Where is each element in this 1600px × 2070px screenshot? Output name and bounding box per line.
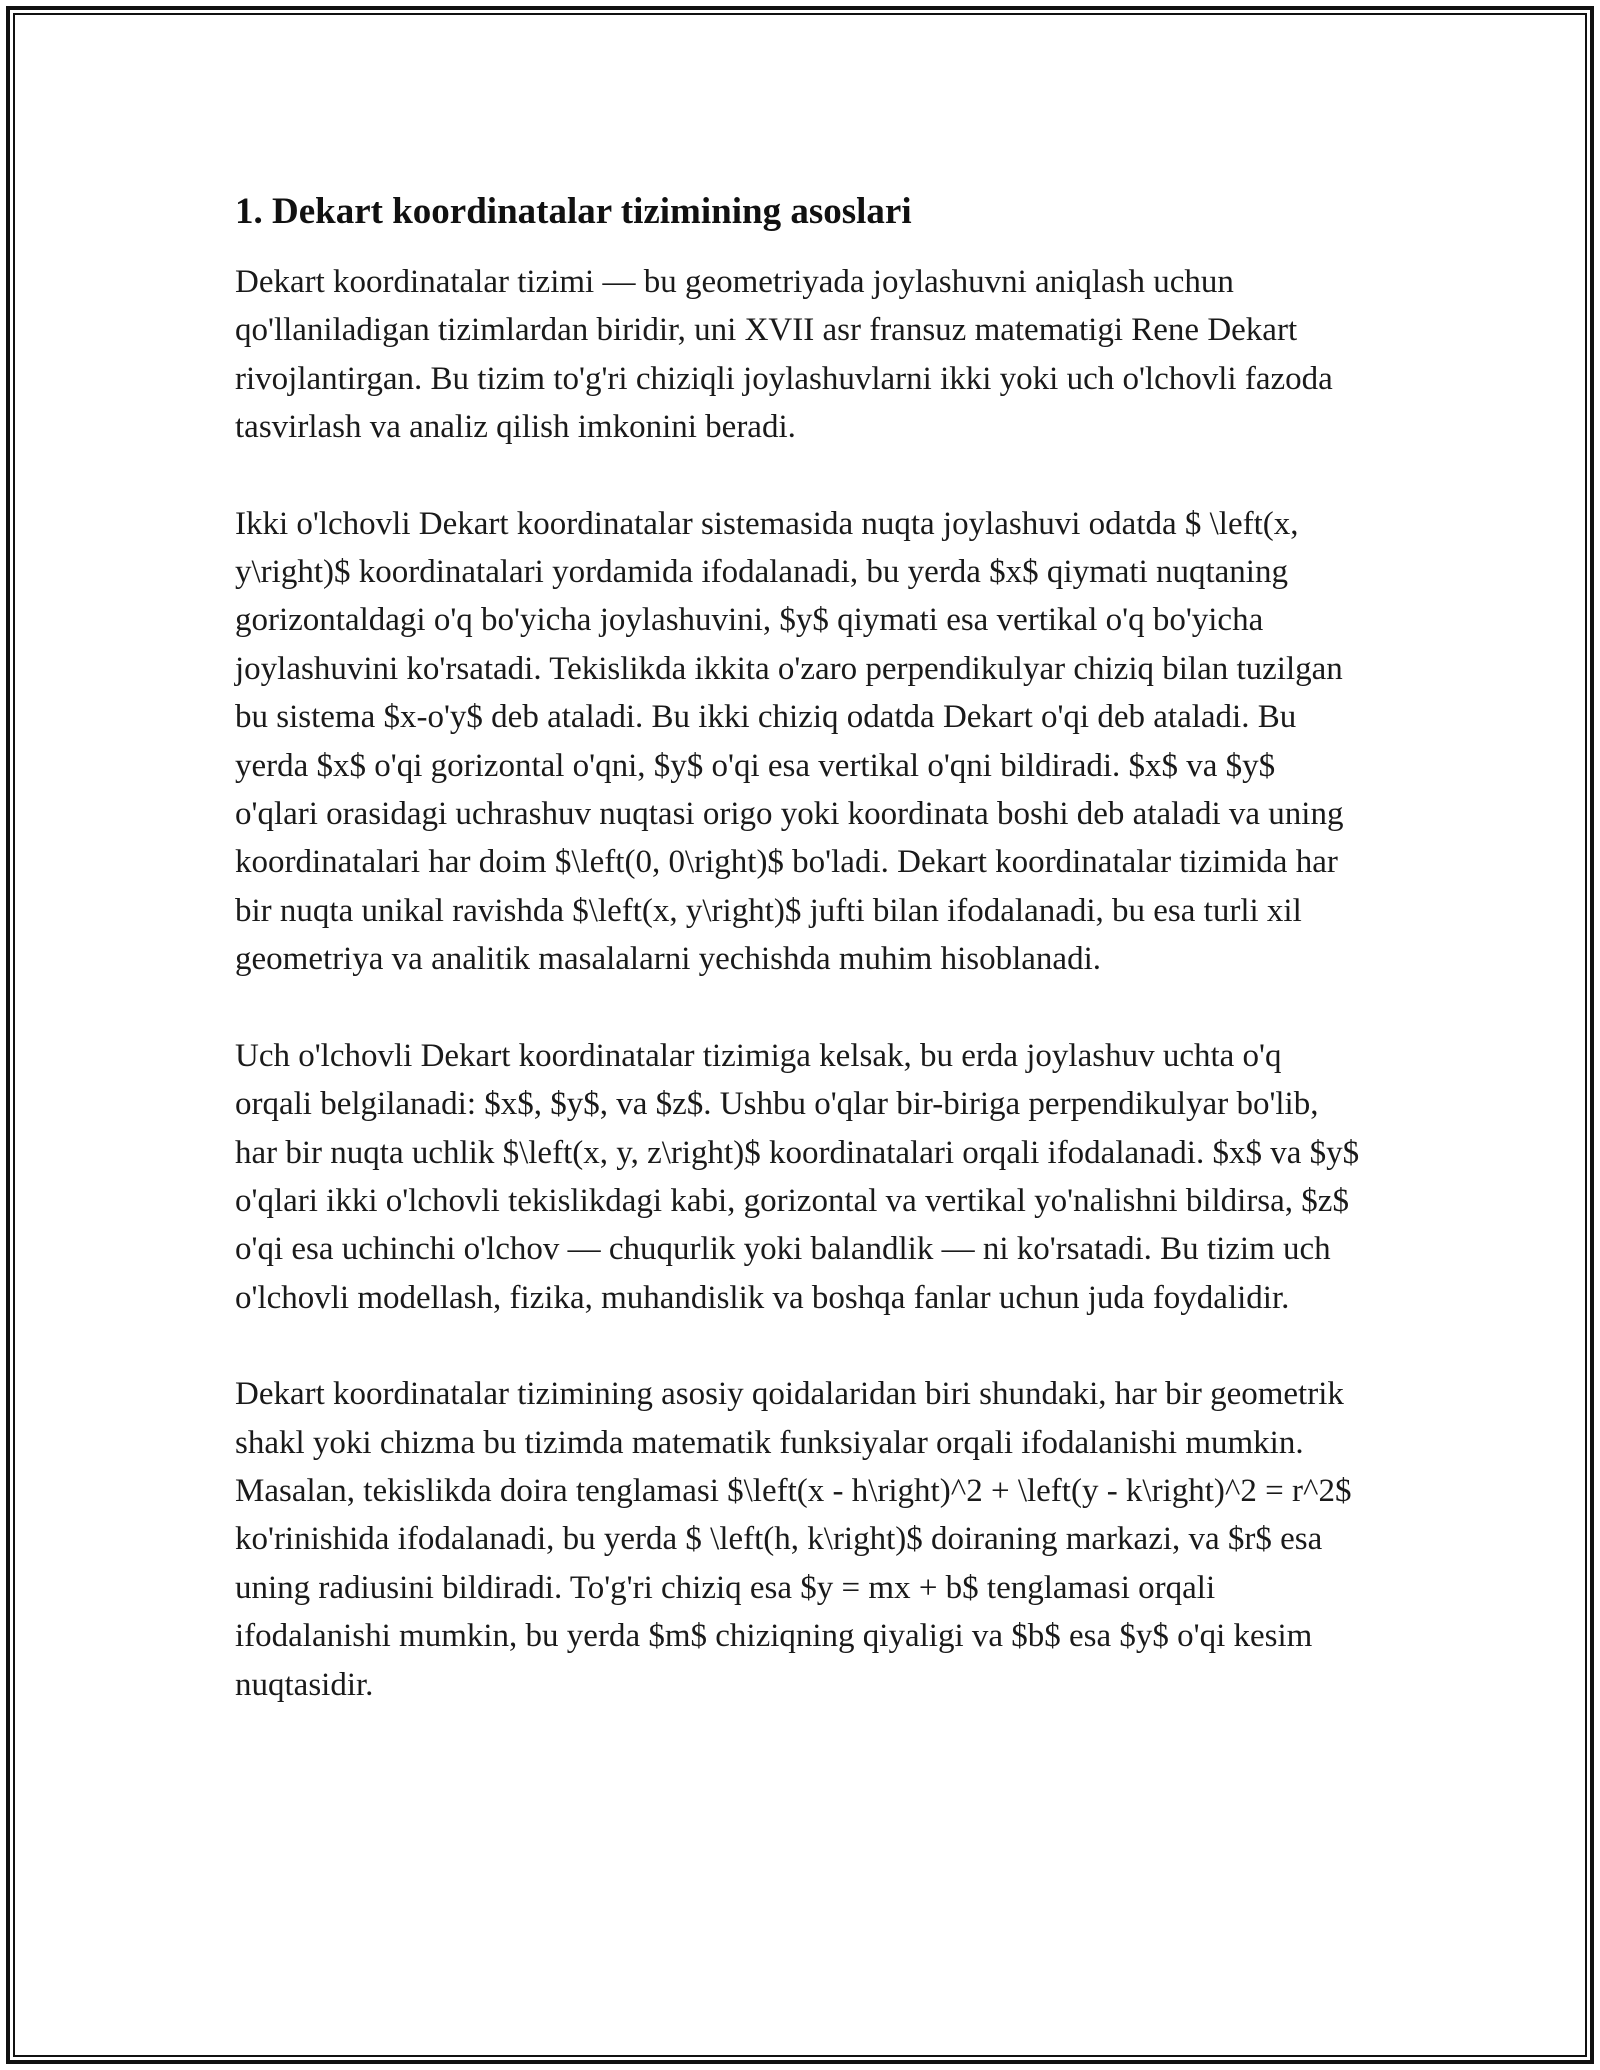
paragraph-equations: Dekart koordinatalar tizimining asosiy qoidalaridan biri shundaki, har bir geometrik shakl yoki chizma bu tizimda matematik funksiyalar orqali ifodalanishi mumkin. Masalan, tekislikda doira tenglamasi $\left(x - h\right)^2 + \left(y - k\right)^2 = r^2$ ko'rinishida ifodalanadi, bu yerda $ \left(h, k\right)$ doiraning markazi, va $r$ esa uning radiusini bildiradi. To'g'ri chiziq esa $y = mx + b$ tenglamasi orqali ifodalanishi mumkin, bu yerda $m$ chiziqning qiyaligi va $b$ esa $y$ o'qi kesim nuqtasidir. xyxy=(235,1376,1352,1703)
paragraph-intro: Dekart koordinatalar tizimi — bu geometriyada joylashuvni aniqlash uchun qo'llaniladigan tizimlardan biridir, uni XVII asr fransuz matematigi Rene Dekart rivojlantirgan. Bu tizim to'g'ri chiziqli joylashuvlarni ikki yoki uch o'lchovli fazoda tasvirlash va analiz qilish imkonini beradi. xyxy=(235,264,1333,446)
document-body xyxy=(235,188,1365,1757)
paragraph-2d-system: Ikki o'lchovli Dekart koordinatalar sistemasida nuqta joylashuvi odatda $ \left(x, y\right)$ koordinatalari yordamida ifodalanadi, bu yerda $x$ qiymati nuqtaning gorizontaldagi o'q bo'yicha joylashuvini, $y$ qiymati esa vertikal o'q bo'yicha joylashuvini ko'rsatadi. Tekislikda ikkita o'zaro perpendikulyar chiziq bilan tuzilgan bu sistema $x-o'y$ deb ataladi. Bu ikki chiziq odatda Dekart o'qi deb ataladi. Bu yerda $x$ o'qi gorizontal o'qni, $y$ o'qi esa vertikal o'qni bildiradi. $x$ va $y$ o'qlari orasidagi uchrashuv nuqtasi origo yoki koordinata boshi deb ataladi va uning koordinatalari har doim $\left(0, 0\right)$ bo'ladi. Dekart koordinatalar tizimida har bir nuqta unikal ravishda $\left(x, y\right)$ jufti bilan ifodalanadi, bu esa turli xil geometriya va analitik masalalarni yechishda muhim hisoblanadi. xyxy=(235,505,1344,978)
paragraph-3d-system: Uch o'lchovli Dekart koordinatalar tizimiga kelsak, bu erda joylashuv uchta o'q orqali belgilanadi: $x$, $y$, va $z$. Ushbu o'qlar bir-biriga perpendikulyar bo'lib, har bir nuqta uchlik $\left(x, y, z\right)$ koordinatalari orqali ifodalanadi. $x$ va $y$ o'qlari ikki o'lchovli tekislikdagi kabi, gorizontal va vertikal yo'nalishni bildirsa, $z$ o'qi esa uchinchi o'lchov — chuqurlik yoki balandlik — ni ko'rsatadi. Bu tizim uch o'lchovli modellash, fizika, muhandislik va boshqa fanlar uchun juda foydalidir. xyxy=(235,1037,1360,1316)
section-heading: 1. Dekart koordinatalar tizimining asoslari xyxy=(235,191,912,232)
